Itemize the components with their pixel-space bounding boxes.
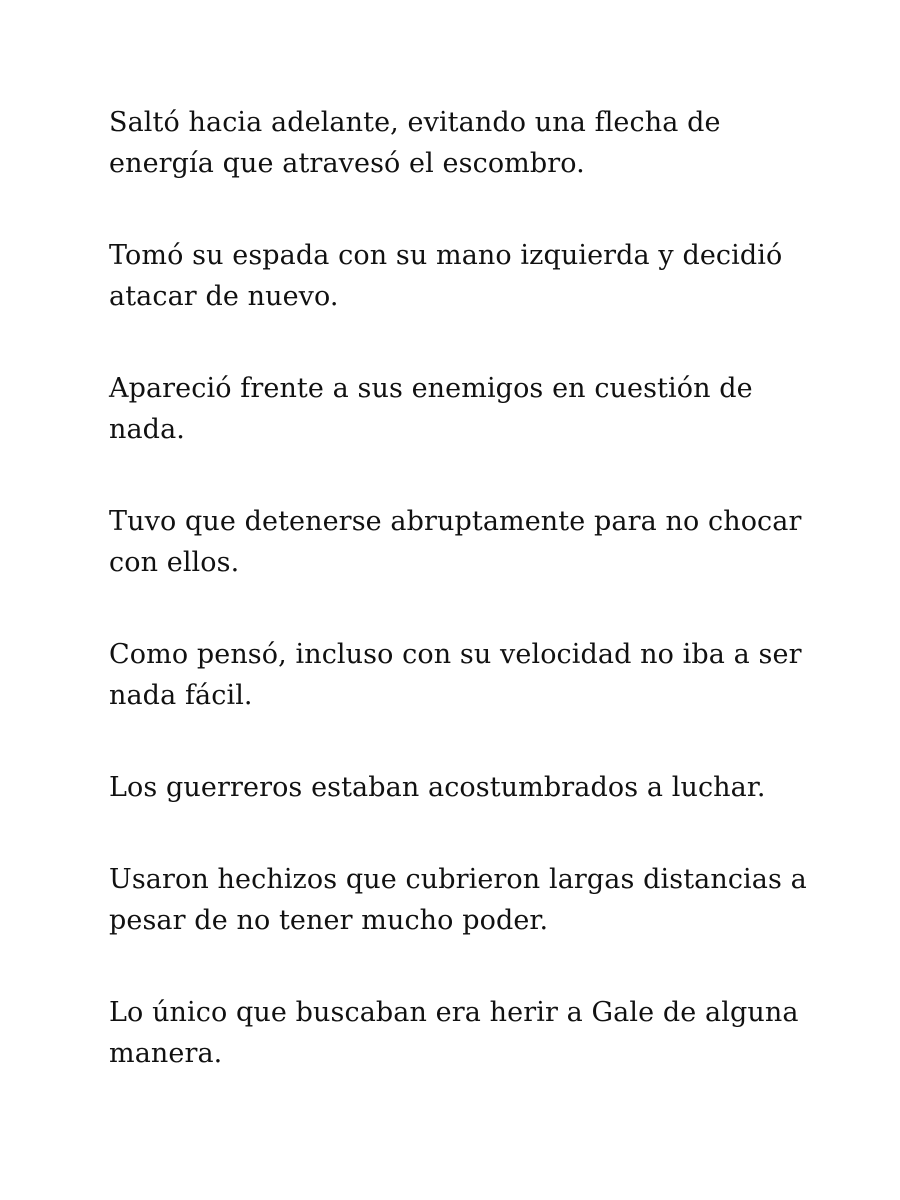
paragraph: Usaron hechizos que cubrieron largas distancias a pesar de no tener mucho poder. [109, 864, 807, 936]
paragraph: Como pensó, incluso con su velocidad no iba a ser nada fácil. [109, 639, 802, 711]
paragraph: Lo único que buscaban era herir a Gale de alguna manera. [109, 997, 799, 1069]
paragraph: Tuvo que detenerse abruptamente para no chocar con ellos. [109, 506, 802, 578]
paragraph: Saltó hacia adelante, evitando una flecha de energía que atravesó el escombro. [109, 107, 721, 179]
story-text [109, 102, 809, 1125]
paragraph: Apareció frente a sus enemigos en cuestión de nada. [109, 373, 753, 445]
paragraph: Los guerreros estaban acostumbrados a luchar. [109, 772, 766, 803]
paragraph: Tomó su espada con su mano izquierda y decidió atacar de nuevo. [109, 240, 783, 312]
